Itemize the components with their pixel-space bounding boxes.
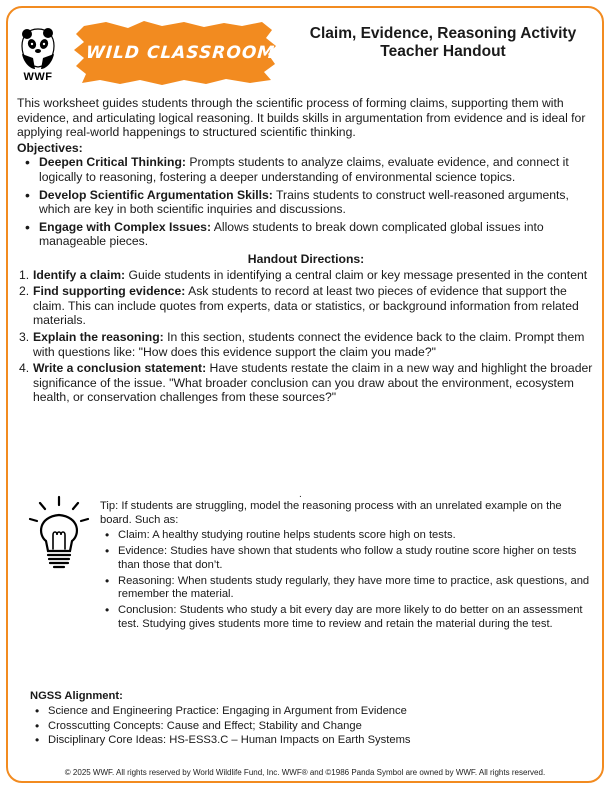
wwf-logo: [16, 26, 60, 83]
list-item: • Claim: A healthy studying routine helps students score high on tests.: [100, 529, 592, 543]
tip-examples-list: [100, 529, 592, 632]
step-text: Guide students in identifying a central claim or key message presented in the content: [125, 267, 588, 282]
step-number: 3.: [19, 329, 30, 344]
title-line-1: Claim, Evidence, Reasoning Activity: [309, 25, 577, 42]
page-title: [282, 25, 604, 61]
objective-text: Allows students to break down complicated global issues into manageable pieces.: [39, 219, 544, 249]
step-label: Explain the reasoning:: [33, 329, 164, 344]
footer-copyright: © 2025 WWF. All rights reserved by World Wildlife Fund, Inc. WWF® and ©1986 Panda Symbol are owned by WWF. All rights reserved.: [64, 768, 546, 777]
directions-heading: Handout Directions:: [247, 251, 365, 266]
title-line-2: Teacher Handout: [380, 43, 506, 60]
list-item: • Evidence: Studies have shown that students who follow a study routine score higher on tests than those that don’t.: [100, 545, 592, 573]
step-text: Have students restate the claim in a new way and highlight the broader significance of the issue. "What broader conclusion can you draw about the environment, ecosystem health, or conservation challenges from these sources?": [33, 361, 593, 405]
list-item: • Disciplinary Core Ideas: HS-ESS3.C – Human Impacts on Earth Systems: [30, 734, 590, 748]
list-item: • Crosscutting Concepts: Cause and Effect; Stability and Change: [30, 720, 590, 734]
objective-text: Trains students to construct well-reasoned arguments, which are key in both scientific inquiries and discussions.: [39, 187, 569, 217]
logo-text: WWF: [23, 71, 53, 83]
step-label: Identify a claim:: [33, 267, 126, 282]
objective-label: Develop Scientific Argumentation Skills:: [39, 187, 273, 202]
step-number: 1.: [19, 267, 30, 282]
list-item: [21, 188, 595, 217]
list-item: • Science and Engineering Practice: Engaging in Argument from Evidence: [30, 705, 590, 719]
objective-label: Deepen Critical Thinking:: [39, 155, 186, 170]
step-text: In this section, students connect the evidence back to the claim. Prompt them with questions like: "How does this evidence support the claim you made?": [33, 329, 585, 359]
ngss-list: [30, 705, 590, 748]
objectives-list: [21, 155, 595, 249]
objective-text: Prompts students to analyze claims, evaluate evidence, and connect it logically to reasoning, fostering a deeper understanding of environmental science topics.: [39, 155, 569, 184]
list-item: • Reasoning: When students study regularly, they have more time to practice, ask questions, and remember the material.: [100, 575, 592, 603]
ngss-heading: NGSS Alignment:: [30, 690, 123, 702]
intro-paragraph: This worksheet guides students through the scientific process of forming claims, supporting them with evidence, and articulating logical reasoning. It builds skills in argumentation from evidence and is ideal for applying real-world happenings to structured scientific thinking.: [17, 96, 586, 140]
tip-box: [100, 500, 592, 634]
lightbulb-icon: [26, 495, 92, 573]
list-item: [17, 268, 595, 283]
ngss-alignment: [30, 690, 590, 749]
banner-title: WILD CLASSROOM: [85, 43, 276, 63]
list-item: • Conclusion: Students who study a bit every day are more likely to do better on an assessment test. Studying gives students more time to review and retain the material during the test.: [100, 604, 592, 632]
panda-icon: [18, 26, 58, 70]
list-item: [21, 220, 595, 249]
list-item: [17, 284, 595, 328]
list-item: [17, 361, 595, 405]
stray-dot: .: [299, 489, 302, 500]
list-item: [17, 330, 595, 359]
list-item: [21, 155, 595, 184]
step-label: Find supporting evidence:: [33, 284, 186, 299]
step-number: 2.: [19, 284, 30, 299]
main-content: [17, 96, 595, 407]
directions-list: [17, 268, 595, 405]
step-number: 4.: [19, 361, 30, 376]
step-label: Write a conclusion statement:: [33, 361, 207, 376]
objective-label: Engage with Complex Issues:: [39, 219, 212, 234]
objectives-heading: Objectives:: [17, 140, 83, 155]
step-text: Ask students to record at least two pieces of evidence that support the claim. This can include quotes from experts, data or statistics, or background information from related materials.: [33, 284, 579, 328]
tip-intro: Tip: If students are struggling, model the reasoning process with an unrelated example on the board. Such as:: [100, 500, 562, 526]
